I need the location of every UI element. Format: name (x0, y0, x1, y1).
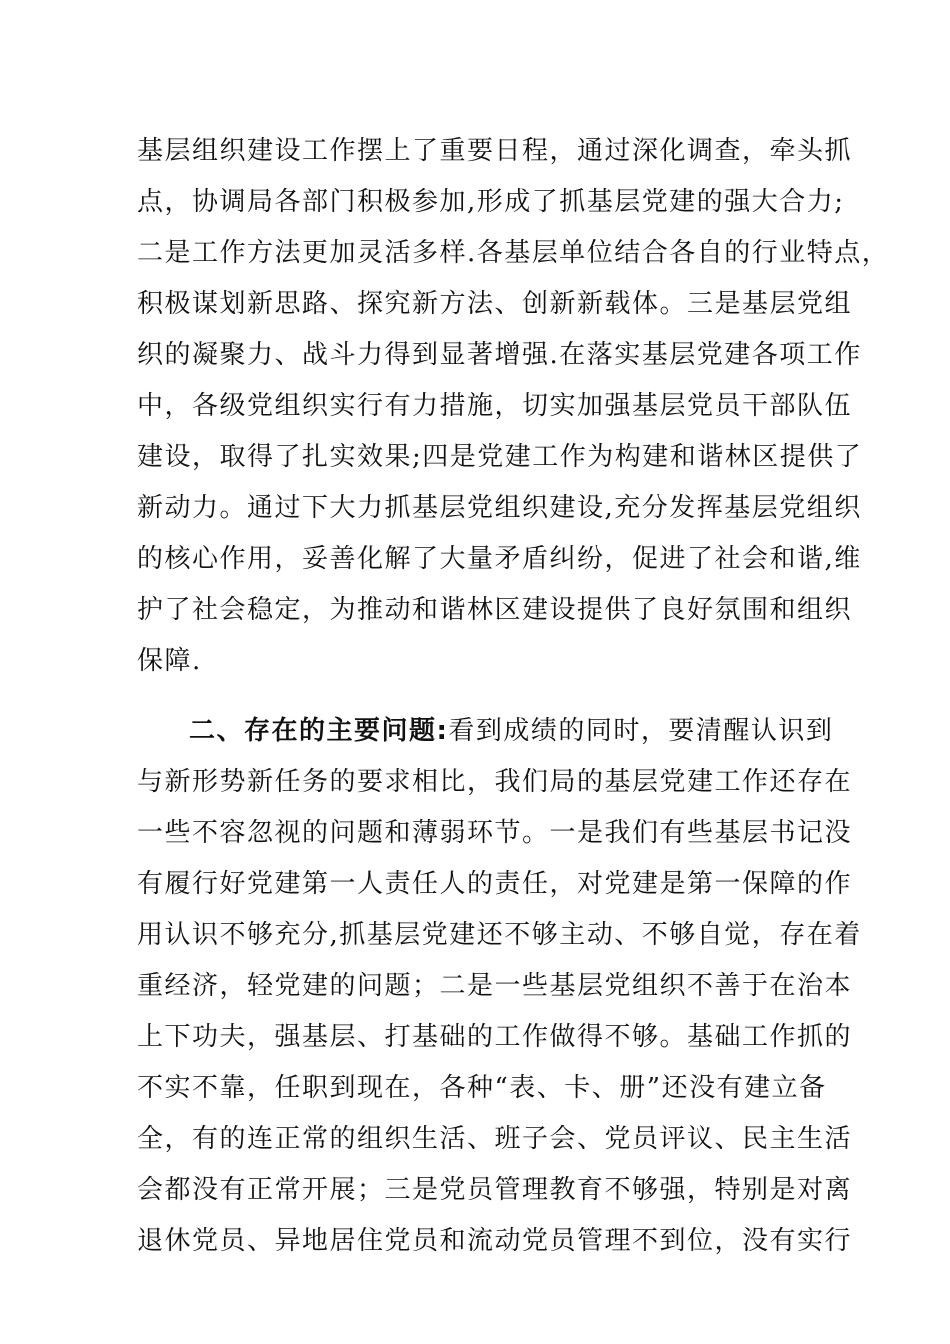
section-heading: 二、存在的主要问题: (189, 716, 449, 746)
text-line: 重经济，轻党建的问题；二是一些基层党组织不善于在治本 (137, 971, 853, 1001)
document-body (137, 126, 890, 1267)
text-line: 保障. (137, 646, 202, 676)
text-line: 新动力。通过下大力抓基层党组织建设,充分发挥基层党组织 (137, 493, 862, 523)
text-line: 上下功夫，强基层、打基础的工作做得不够。基础工作抓的 (137, 1022, 853, 1052)
text-span: 看到成绩的同时，要清醒认识到 (448, 716, 834, 746)
text-line: 中，各级党组织实行有力措施，切实加强基层党员干部队伍 (137, 391, 853, 421)
text-line: 一些不容忽视的问题和薄弱环节。一是我们有些基层书记没 (137, 818, 853, 848)
text-line: 有履行好党建第一人责任人的责任，对党建是第一保障的作 (137, 869, 853, 899)
text-line: 护了社会稳定，为推动和谐林区建设提供了良好氛围和组织 (137, 595, 853, 625)
text-line: 用认识不够充分,抓基层党建还不够主动、不够自觉，存在着 (137, 920, 862, 950)
text-line: 点，协调局各部门积极参加,形成了抓基层党建的强大合力; (137, 187, 845, 217)
text-line: 退休党员、异地居住党员和流动党员管理不到位，没有实行 (137, 1226, 853, 1256)
text-line: 全，有的连正常的组织生活、班子会、党员评议、民主生活 (137, 1124, 853, 1154)
text-line: 与新形势新任务的要求相比，我们局的基层党建工作还存在 (137, 767, 853, 797)
text-line: 基层组织建设工作摆上了重要日程，通过深化调查，牵头抓 (137, 136, 853, 166)
text-line: 不实不靠，任职到现在，各种“表、卡、册”还没有建立备 (137, 1073, 827, 1103)
text-line: 会都没有正常开展；三是党员管理教育不够强，特别是对离 (137, 1175, 853, 1205)
paragraph-gap (137, 687, 837, 706)
text-line: 织的凝聚力、战斗力得到显著增强.在落实基层党建各项工作 (137, 340, 862, 370)
text-line: 的核心作用，妥善化解了大量矛盾纠纷，促进了社会和谐,维 (137, 544, 862, 574)
text-line: 建设，取得了扎实效果;四是党建工作为构建和谐林区提供了 (137, 442, 863, 472)
section-heading-line (137, 706, 837, 757)
text-line: 二是工作方法更加灵活多样.各基层单位结合各自的行业特点， (137, 238, 890, 268)
text-line: 积极谋划新思路、探究新方法、创新新载体。三是基层党组 (137, 289, 853, 319)
